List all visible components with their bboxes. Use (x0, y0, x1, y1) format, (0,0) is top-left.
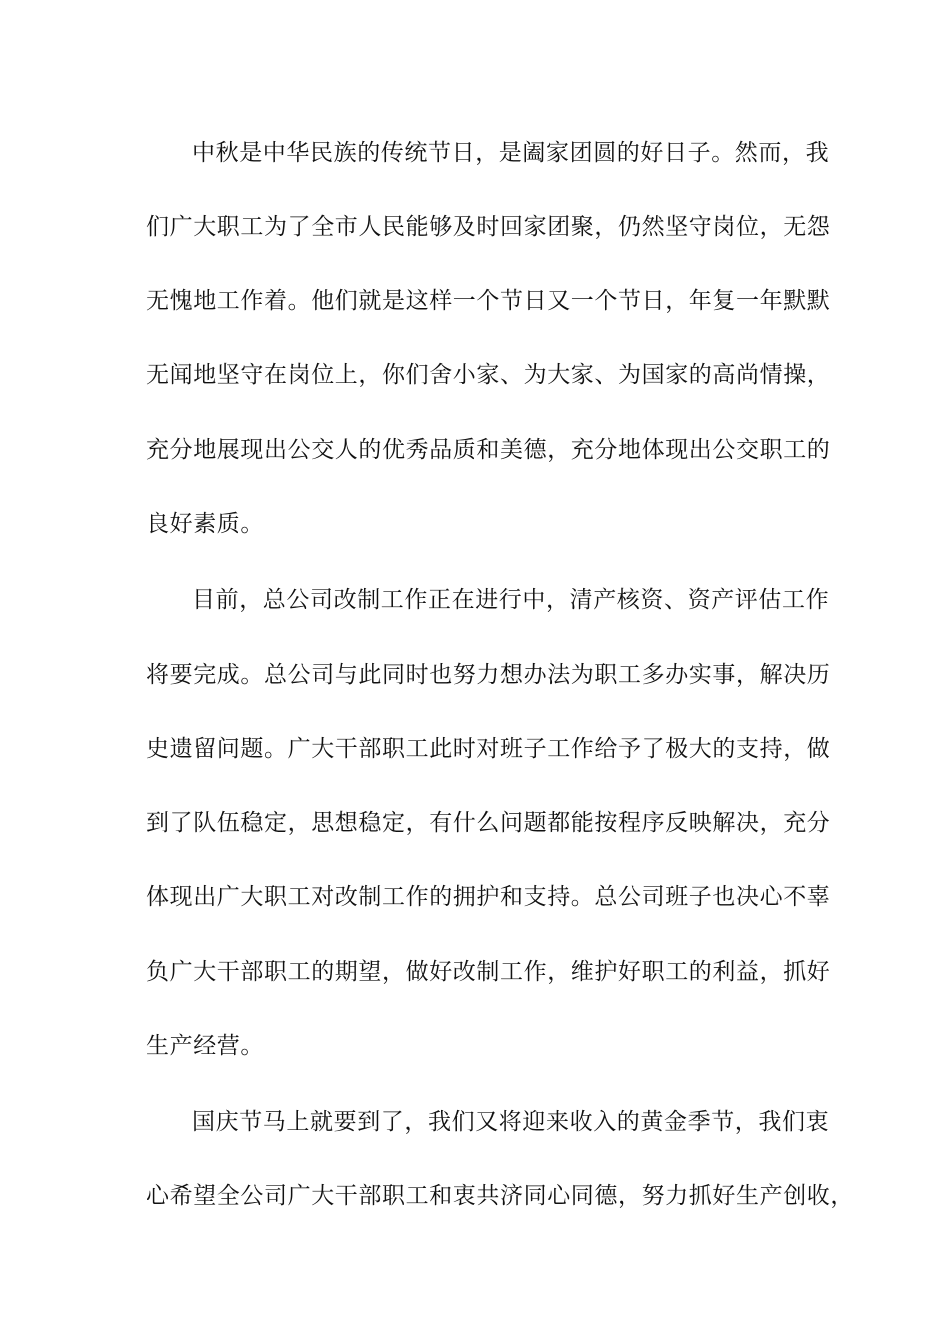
paragraph-1-line-2: 们广大职工为了全市人民能够及时回家团聚，仍然坚守岗位，无怨 (146, 214, 831, 240)
paragraph-3-line-2: 心希望全公司广大干部职工和衷共济同心同德，努力抓好生产创收， (146, 1183, 854, 1209)
paragraph-1-line-4: 无闻地坚守在岗位上，你们舍小家、为大家、为国家的高尚情操， (146, 362, 831, 388)
paragraph-2-line-7: 生产经营。 (146, 1033, 264, 1059)
paragraph-3-line-1: 国庆节马上就要到了，我们又将迎来收入的黄金季节，我们衷 (192, 1109, 830, 1135)
paragraph-2-line-2: 将要完成。总公司与此同时也努力想办法为职工多办实事，解决历 (146, 662, 831, 688)
paragraph-2-line-6: 负广大干部职工的期望，做好改制工作，维护好职工的利益，抓好 (146, 959, 831, 985)
paragraph-1-line-5: 充分地展现出公交人的优秀品质和美德，充分地体现出公交职工的 (146, 437, 831, 463)
paragraph-1-line-1: 中秋是中华民族的传统节日，是阖家团圆的好日子。然而，我 (192, 140, 830, 166)
paragraph-1-line-3: 无愧地工作着。他们就是这样一个节日又一个节日，年复一年默默 (146, 288, 831, 314)
paragraph-2-line-3: 史遗留问题。广大干部职工此时对班子工作给予了极大的支持，做 (146, 736, 831, 762)
paragraph-2-line-4: 到了队伍稳定，思想稳定，有什么问题都能按程序反映解决，充分 (146, 810, 831, 836)
paragraph-2-line-1: 目前，总公司改制工作正在进行中，清产核资、资产评估工作 (192, 587, 830, 613)
paragraph-2-line-5: 体现出广大职工对改制工作的拥护和支持。总公司班子也决心不辜 (146, 884, 831, 910)
paragraph-1-line-6: 良好素质。 (146, 511, 264, 537)
